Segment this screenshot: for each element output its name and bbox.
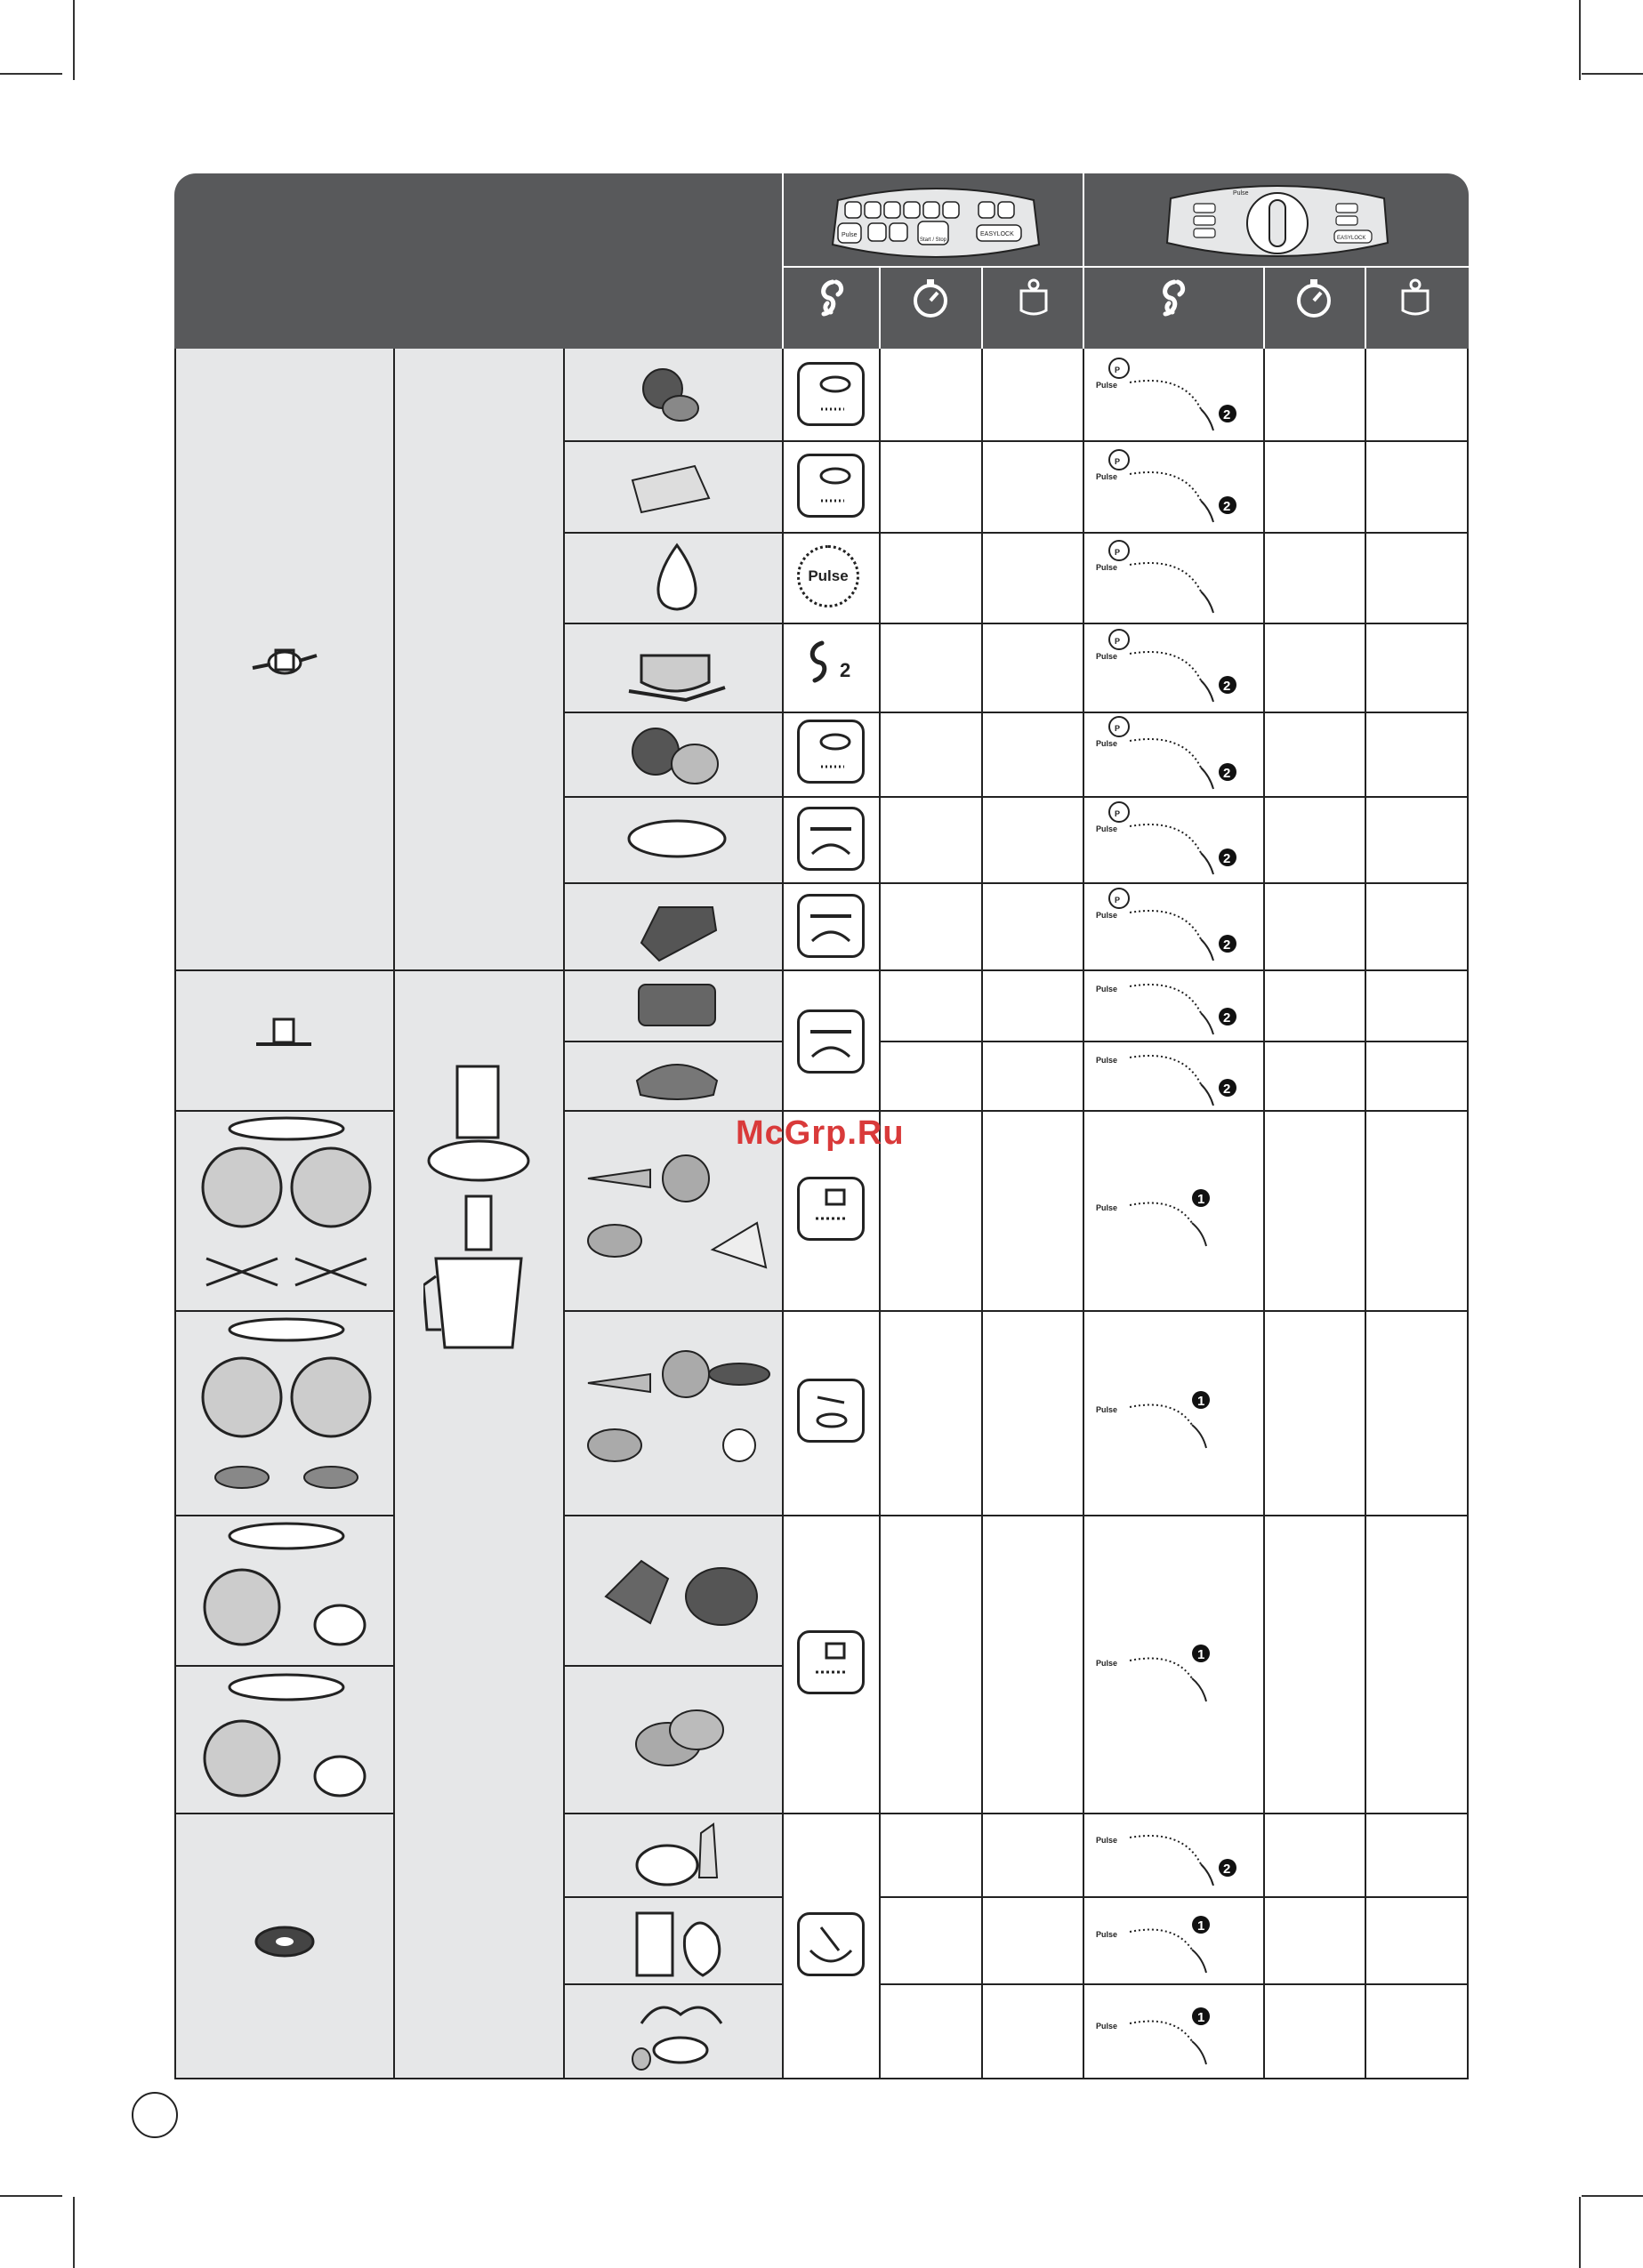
dial-p-pulse-2 bbox=[1094, 627, 1254, 707]
grid-line bbox=[879, 1983, 1469, 1985]
dial-p-pulse bbox=[1094, 538, 1254, 618]
grid-line bbox=[563, 712, 1469, 713]
dial-pulse-2 bbox=[1094, 1823, 1254, 1894]
slicer-discs-illustration bbox=[197, 1317, 375, 1508]
dial-p-pulse-2 bbox=[1094, 447, 1254, 527]
grid-line bbox=[563, 440, 1469, 442]
dial-pulse-label: Pulse bbox=[1096, 985, 1118, 993]
watermark: McGrp.Ru bbox=[736, 1114, 905, 1152]
grid-line bbox=[879, 1041, 1469, 1042]
grid-line bbox=[563, 1515, 1469, 1516]
dial-pulse-2 bbox=[1094, 1043, 1254, 1111]
dial-pulse-1 bbox=[1094, 1178, 1254, 1250]
grater-discs-illustration bbox=[197, 1669, 375, 1812]
grid-line bbox=[782, 349, 784, 2079]
dial-pulse-2 bbox=[1094, 972, 1254, 1040]
dough-button bbox=[797, 894, 865, 958]
dial-big-1: 1 bbox=[1197, 1918, 1205, 1934]
dial-pulse-1 bbox=[1094, 1905, 1254, 1976]
grid-line bbox=[563, 882, 1469, 884]
grid-line bbox=[563, 623, 1469, 624]
pulse-button-label: Pulse bbox=[808, 567, 849, 584]
panel1-start-label: Start / Stop bbox=[920, 237, 947, 243]
weight-icon bbox=[1397, 277, 1433, 319]
dial-pulse-label: Pulse bbox=[1096, 824, 1118, 833]
grind-button bbox=[797, 720, 865, 784]
dial-p-pulse-2 bbox=[1094, 800, 1254, 880]
food-cream bbox=[628, 1901, 735, 1981]
grid-line bbox=[563, 349, 565, 2079]
slice-button bbox=[797, 1379, 865, 1443]
crop-mark bbox=[0, 73, 62, 75]
dial-pulse-label: Pulse bbox=[1096, 563, 1118, 572]
dial-pulse-label: Pulse bbox=[1096, 911, 1118, 920]
grate-button bbox=[797, 1177, 865, 1241]
blade-illustration bbox=[249, 636, 320, 689]
dial-p-pulse-2 bbox=[1094, 714, 1254, 794]
grate-button bbox=[797, 1630, 865, 1694]
grid-line bbox=[563, 1813, 1469, 1814]
dial-pulse-1 bbox=[1094, 1997, 1254, 2068]
dial-p-label: P bbox=[1115, 637, 1121, 646]
dial-big-1: 1 bbox=[1197, 2010, 1205, 2025]
control-panel-buttons bbox=[829, 182, 1043, 262]
whisk-button bbox=[797, 1912, 865, 1976]
dial-p-label: P bbox=[1115, 809, 1121, 818]
food-bread-loaf bbox=[624, 889, 730, 966]
crop-mark bbox=[1582, 73, 1643, 75]
dial-pulse-1 bbox=[1094, 1380, 1254, 1452]
dial-big-1: 1 bbox=[1197, 1647, 1205, 1662]
dial-p-pulse-2 bbox=[1094, 356, 1254, 436]
grid-line bbox=[563, 1983, 782, 1985]
dial-pulse-label: Pulse bbox=[1096, 2022, 1118, 2031]
dial-big-2: 2 bbox=[1223, 766, 1231, 781]
panel2-pulse-label: Pulse bbox=[1233, 190, 1249, 197]
grid-line bbox=[563, 1041, 782, 1042]
grid-line bbox=[563, 1110, 1469, 1112]
dial-big-2: 2 bbox=[1223, 407, 1231, 422]
dial-p-pulse-2 bbox=[1094, 886, 1254, 966]
grid-line bbox=[563, 532, 1469, 534]
crop-mark bbox=[1579, 2197, 1581, 2268]
speed-2-label: 2 bbox=[840, 659, 851, 681]
dial-pulse-label: Pulse bbox=[1096, 1056, 1118, 1065]
dial-pulse-label: Pulse bbox=[1096, 472, 1118, 481]
dial-big-1: 1 bbox=[1197, 1192, 1205, 1207]
grid-line bbox=[563, 1665, 782, 1667]
crop-mark bbox=[1582, 2195, 1643, 2197]
grater-discs-illustration bbox=[197, 1116, 375, 1305]
dough-blade-illustration bbox=[253, 1014, 315, 1058]
dial-pulse-label: Pulse bbox=[1096, 1930, 1118, 1939]
food-dried-fruits bbox=[624, 716, 730, 792]
food-mayonnaise bbox=[628, 1815, 735, 1894]
food-garlic bbox=[646, 540, 708, 615]
grid-line bbox=[563, 1310, 1469, 1312]
dial-big-2: 2 bbox=[1223, 851, 1231, 866]
grid-line bbox=[1083, 349, 1084, 2079]
food-waffle bbox=[628, 976, 726, 1034]
crop-mark bbox=[0, 2195, 62, 2197]
fine-grater-discs-illustration bbox=[197, 1518, 375, 1661]
dial-big-2: 2 bbox=[1223, 937, 1231, 953]
control-panel-dial bbox=[1162, 177, 1393, 262]
dough-button bbox=[797, 807, 865, 871]
dial-pulse-label: Pulse bbox=[1096, 739, 1118, 748]
panel1-brand-label: EASYLOCK bbox=[980, 231, 1014, 237]
dial-pulse-label: Pulse bbox=[1096, 1203, 1118, 1212]
page-number-circle bbox=[132, 2092, 178, 2138]
speed-icon bbox=[1156, 278, 1192, 318]
weight-icon bbox=[1016, 277, 1051, 319]
dough-button bbox=[797, 1009, 865, 1074]
food-nuts bbox=[632, 360, 713, 431]
pulse-button bbox=[797, 545, 859, 607]
grid-line bbox=[174, 1515, 393, 1516]
dial-p-label: P bbox=[1115, 457, 1121, 466]
grid-line bbox=[174, 1665, 393, 1667]
grid-line bbox=[174, 1813, 393, 1814]
grid-line bbox=[1263, 349, 1265, 2079]
grind-button bbox=[797, 454, 865, 518]
speed-icon bbox=[815, 278, 850, 318]
food-processor-illustration bbox=[423, 1063, 539, 1356]
dial-big-2: 2 bbox=[1223, 1862, 1231, 1877]
grind-button bbox=[797, 362, 865, 426]
panel1-pulse-label: Pulse bbox=[842, 232, 858, 238]
dial-big-2: 2 bbox=[1223, 1010, 1231, 1025]
food-egg-whites bbox=[624, 1988, 739, 2073]
grid-line bbox=[174, 1110, 393, 1112]
dial-pulse-label: Pulse bbox=[1096, 1405, 1118, 1414]
timer-icon bbox=[911, 277, 950, 319]
grid-line bbox=[393, 349, 395, 2079]
header-divider bbox=[981, 266, 983, 349]
grid-line bbox=[174, 969, 1469, 971]
dial-p-label: P bbox=[1115, 366, 1121, 374]
food-potatoes bbox=[624, 1694, 730, 1774]
dial-big-2: 2 bbox=[1223, 1082, 1231, 1097]
emulsifying-disc-illustration bbox=[253, 1918, 317, 1963]
grid-line bbox=[879, 349, 881, 2079]
food-soup-vegetables bbox=[624, 629, 730, 705]
grid-line bbox=[174, 349, 176, 2079]
dial-big-1: 1 bbox=[1197, 1394, 1205, 1409]
grid-line bbox=[879, 1896, 1469, 1898]
header-divider bbox=[1365, 266, 1366, 349]
dial-big-2: 2 bbox=[1223, 499, 1231, 514]
grid-line bbox=[563, 1896, 782, 1898]
grid-line bbox=[981, 349, 983, 2079]
panel2-brand-label: EASYLOCK bbox=[1337, 236, 1366, 241]
speed-2-button bbox=[804, 638, 866, 691]
crop-mark bbox=[1579, 0, 1581, 80]
grid-line bbox=[1467, 349, 1469, 2079]
header-divider bbox=[879, 266, 881, 349]
food-cheese bbox=[624, 454, 721, 525]
dial-big-2: 2 bbox=[1223, 679, 1231, 694]
crop-mark bbox=[73, 0, 75, 80]
food-baguette bbox=[624, 812, 730, 865]
food-cake bbox=[628, 1045, 726, 1104]
dial-p-label: P bbox=[1115, 896, 1121, 905]
header-divider bbox=[1083, 173, 1084, 349]
dial-p-label: P bbox=[1115, 548, 1121, 557]
timer-icon bbox=[1294, 277, 1333, 319]
grid-line bbox=[563, 796, 1469, 798]
dial-pulse-1 bbox=[1094, 1634, 1254, 1705]
dial-p-label: P bbox=[1115, 724, 1121, 733]
grid-line bbox=[1365, 349, 1366, 2079]
food-carrots-beetroot-cucumber-potatoes-onions bbox=[579, 1321, 775, 1499]
dial-pulse-label: Pulse bbox=[1096, 652, 1118, 661]
header-divider bbox=[1263, 266, 1265, 349]
dial-pulse-label: Pulse bbox=[1096, 1836, 1118, 1845]
food-chocolate-coconut bbox=[588, 1543, 766, 1641]
grid-line bbox=[174, 2078, 1469, 2079]
crop-mark bbox=[73, 2197, 75, 2268]
grid-line bbox=[174, 1310, 393, 1312]
header-divider bbox=[782, 173, 784, 349]
dial-pulse-label: Pulse bbox=[1096, 381, 1118, 390]
dial-pulse-label: Pulse bbox=[1096, 1659, 1118, 1668]
